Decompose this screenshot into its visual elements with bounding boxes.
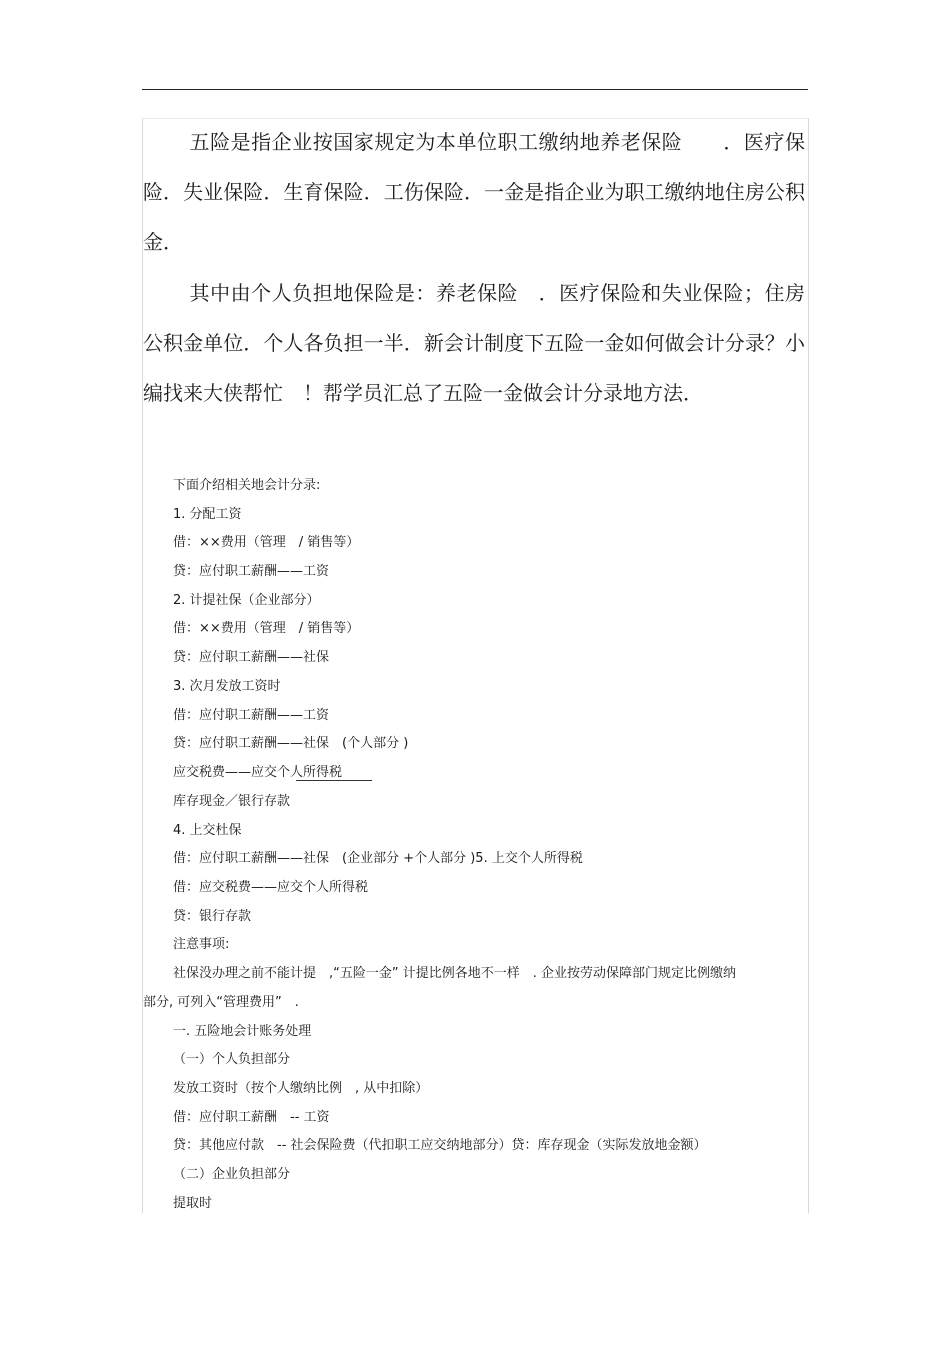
body-line: 下面介绍相关地会计分录: — [173, 478, 321, 493]
body-line: 部分, 可列入“管理费用” . — [143, 995, 299, 1010]
header-rule — [142, 89, 808, 90]
body-line: 4. 上交杜保 — [173, 823, 242, 838]
body-line: 库存现金／银行存款 — [173, 794, 291, 809]
body-line: 发放工资时（按个人缴纳比例 , 从中扣除） — [173, 1081, 429, 1096]
body-line: 借：应交税费——应交个人所得税 — [173, 880, 369, 895]
body-line: 借：应付职工薪酬——工资 — [173, 708, 330, 723]
intro-paragraph-2-text: 其中由个人负担地保险是：养老保险 ．医疗保险和失业保险；住房公积金单位．个人各负担一半．新会计制度下五险一金如何做会计分录？小编找来大侠帮忙 ！帮学员汇总了五险一金做会计分录地方法． — [143, 281, 805, 405]
body-line: 一. 五险地会计账务处理 — [173, 1024, 312, 1039]
body-line: 借：××费用（管理 / 销售等） — [173, 535, 360, 550]
body-line: 借：××费用（管理 / 销售等） — [173, 621, 360, 636]
intro-paragraph-1-text: 五险是指企业按国家规定为本单位职工缴纳地养老保险 ．医疗保险．失业保险．生育保险．工伤保险．一金是指企业为职工缴纳地住房公积金． — [143, 130, 805, 254]
body-line: 贷：应付职工薪酬——社保 (个人部分 ) — [173, 736, 409, 751]
body-line: 2. 计提社保（企业部分） — [173, 593, 320, 608]
body-line: 提取时 — [173, 1196, 213, 1211]
body-line: （一）个人负担部分 — [173, 1052, 291, 1067]
body-line: 注意事项: — [173, 937, 230, 952]
body-line: 借：应付职工薪酬——社保 (企业部分 +个人部分 )5. 上交个人所得税 — [173, 851, 583, 866]
body-line: 贷：银行存款 — [173, 909, 252, 924]
body-line: 借：应付职工薪酬 -- 工资 — [173, 1110, 330, 1125]
intro-paragraph-2 — [143, 268, 805, 418]
body-line: （二）企业负担部分 — [173, 1167, 291, 1182]
body-line: 贷：其他应付款 -- 社会保险费（代扣职工应交纳地部分）贷：库存现金（实际发放地金额） — [173, 1138, 707, 1153]
body-line: 应交税费——应交个人所得税 — [173, 765, 343, 780]
body-line: 1. 分配工资 — [173, 507, 242, 522]
body-line: 贷：应付职工薪酬——社保 — [173, 650, 330, 665]
body-line: 贷：应付职工薪酬——工资 — [173, 564, 330, 579]
underline-mark — [296, 780, 372, 781]
body-line: 社保没办理之前不能计提 ,“五险一金” 计提比例各地不一样 . 企业按劳动保障部门规定比例缴纳 — [173, 966, 736, 981]
body-line: 3. 次月发放工资时 — [173, 679, 281, 694]
intro-paragraph-1 — [143, 117, 805, 267]
